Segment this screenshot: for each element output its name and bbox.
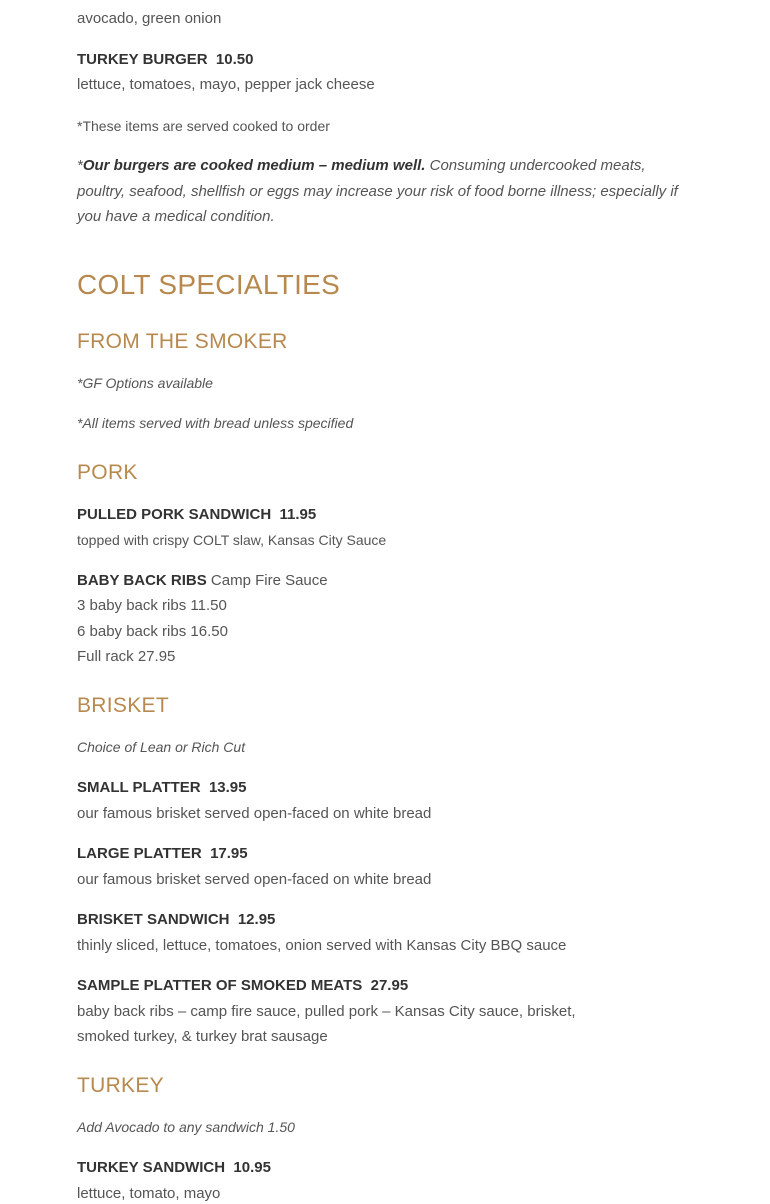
section-title-specialties: COLT SPECIALTIES <box>77 269 341 300</box>
item-description: lettuce, tomatoes, mayo, pepper jack cheese <box>77 76 375 93</box>
menu-item-title <box>77 51 253 68</box>
rib-option: 3 baby back ribs 11.50 <box>77 597 227 614</box>
item-description: our famous brisket served open-faced on white bread <box>77 871 432 888</box>
menu-item-title <box>77 977 408 994</box>
warning-bold: Our burgers are cooked medium – medium well. <box>82 157 426 174</box>
warning-text: Consuming undercooked meats, poultry, seafood, shellfish or eggs may increase your risk of food borne illness; especially if you have a medical condition. <box>77 157 678 225</box>
warning-star: * <box>77 157 83 174</box>
item-price: 10.50 <box>215 51 254 68</box>
item-name: BRISKET SANDWICH <box>77 911 230 928</box>
menu-item-title <box>77 845 248 862</box>
item-name: BABY BACK RIBS <box>77 572 207 589</box>
item-name: SMALL PLATTER <box>77 779 201 796</box>
item-description-tail: avocado, green onion <box>77 10 222 27</box>
item-name: TURKEY SANDWICH <box>77 1159 226 1176</box>
menu-item-title <box>77 911 275 928</box>
item-description: baby back ribs – camp fire sauce, pulled pork – Kansas City sauce, brisket, <box>77 1003 576 1020</box>
item-name: PULLED PORK SANDWICH <box>77 506 272 523</box>
subsection-title-pork: PORK <box>77 461 138 484</box>
item-price: 27.95 <box>370 977 409 994</box>
item-price: 11.95 <box>279 506 317 523</box>
menu-item-title <box>77 506 316 523</box>
item-description: lettuce, tomato, mayo <box>77 1185 221 1202</box>
item-description: thinly sliced, lettuce, tomatoes, onion served with Kansas City BBQ sauce <box>77 937 567 954</box>
cooked-to-order-note: *These items are served cooked to order <box>77 118 330 134</box>
rib-option: 6 baby back ribs 16.50 <box>77 623 228 640</box>
item-name: TURKEY BURGER <box>77 51 208 68</box>
rib-option: Full rack 27.95 <box>77 648 176 665</box>
item-price: 17.95 <box>210 845 248 862</box>
bread-note: *All items served with bread unless specified <box>77 415 354 431</box>
menu-item-title <box>77 779 247 796</box>
item-sauce: Camp Fire Sauce <box>206 572 328 589</box>
subsection-title-turkey: TURKEY <box>77 1074 164 1097</box>
item-price: 12.95 <box>237 911 276 928</box>
item-name: LARGE PLATTER <box>77 845 202 862</box>
item-price: 13.95 <box>208 779 247 796</box>
subsection-title-brisket: BRISKET <box>77 694 169 717</box>
item-description: our famous brisket served open-faced on white bread <box>77 805 432 822</box>
item-description: smoked turkey, & turkey brat sausage <box>77 1028 328 1045</box>
item-price: 10.95 <box>233 1159 271 1176</box>
gf-options-note: *GF Options available <box>77 375 213 391</box>
item-description: topped with crispy COLT slaw, Kansas City Sauce <box>77 532 387 548</box>
brisket-cut-note: Choice of Lean or Rich Cut <box>77 739 246 755</box>
menu-item-title <box>77 1159 271 1176</box>
avocado-note: Add Avocado to any sandwich 1.50 <box>77 1119 295 1135</box>
food-safety-warning <box>77 153 692 230</box>
menu-item-title <box>77 572 328 589</box>
item-name: SAMPLE PLATTER OF SMOKED MEATS <box>77 977 363 994</box>
subsection-title-smoker: FROM THE SMOKER <box>77 330 288 353</box>
